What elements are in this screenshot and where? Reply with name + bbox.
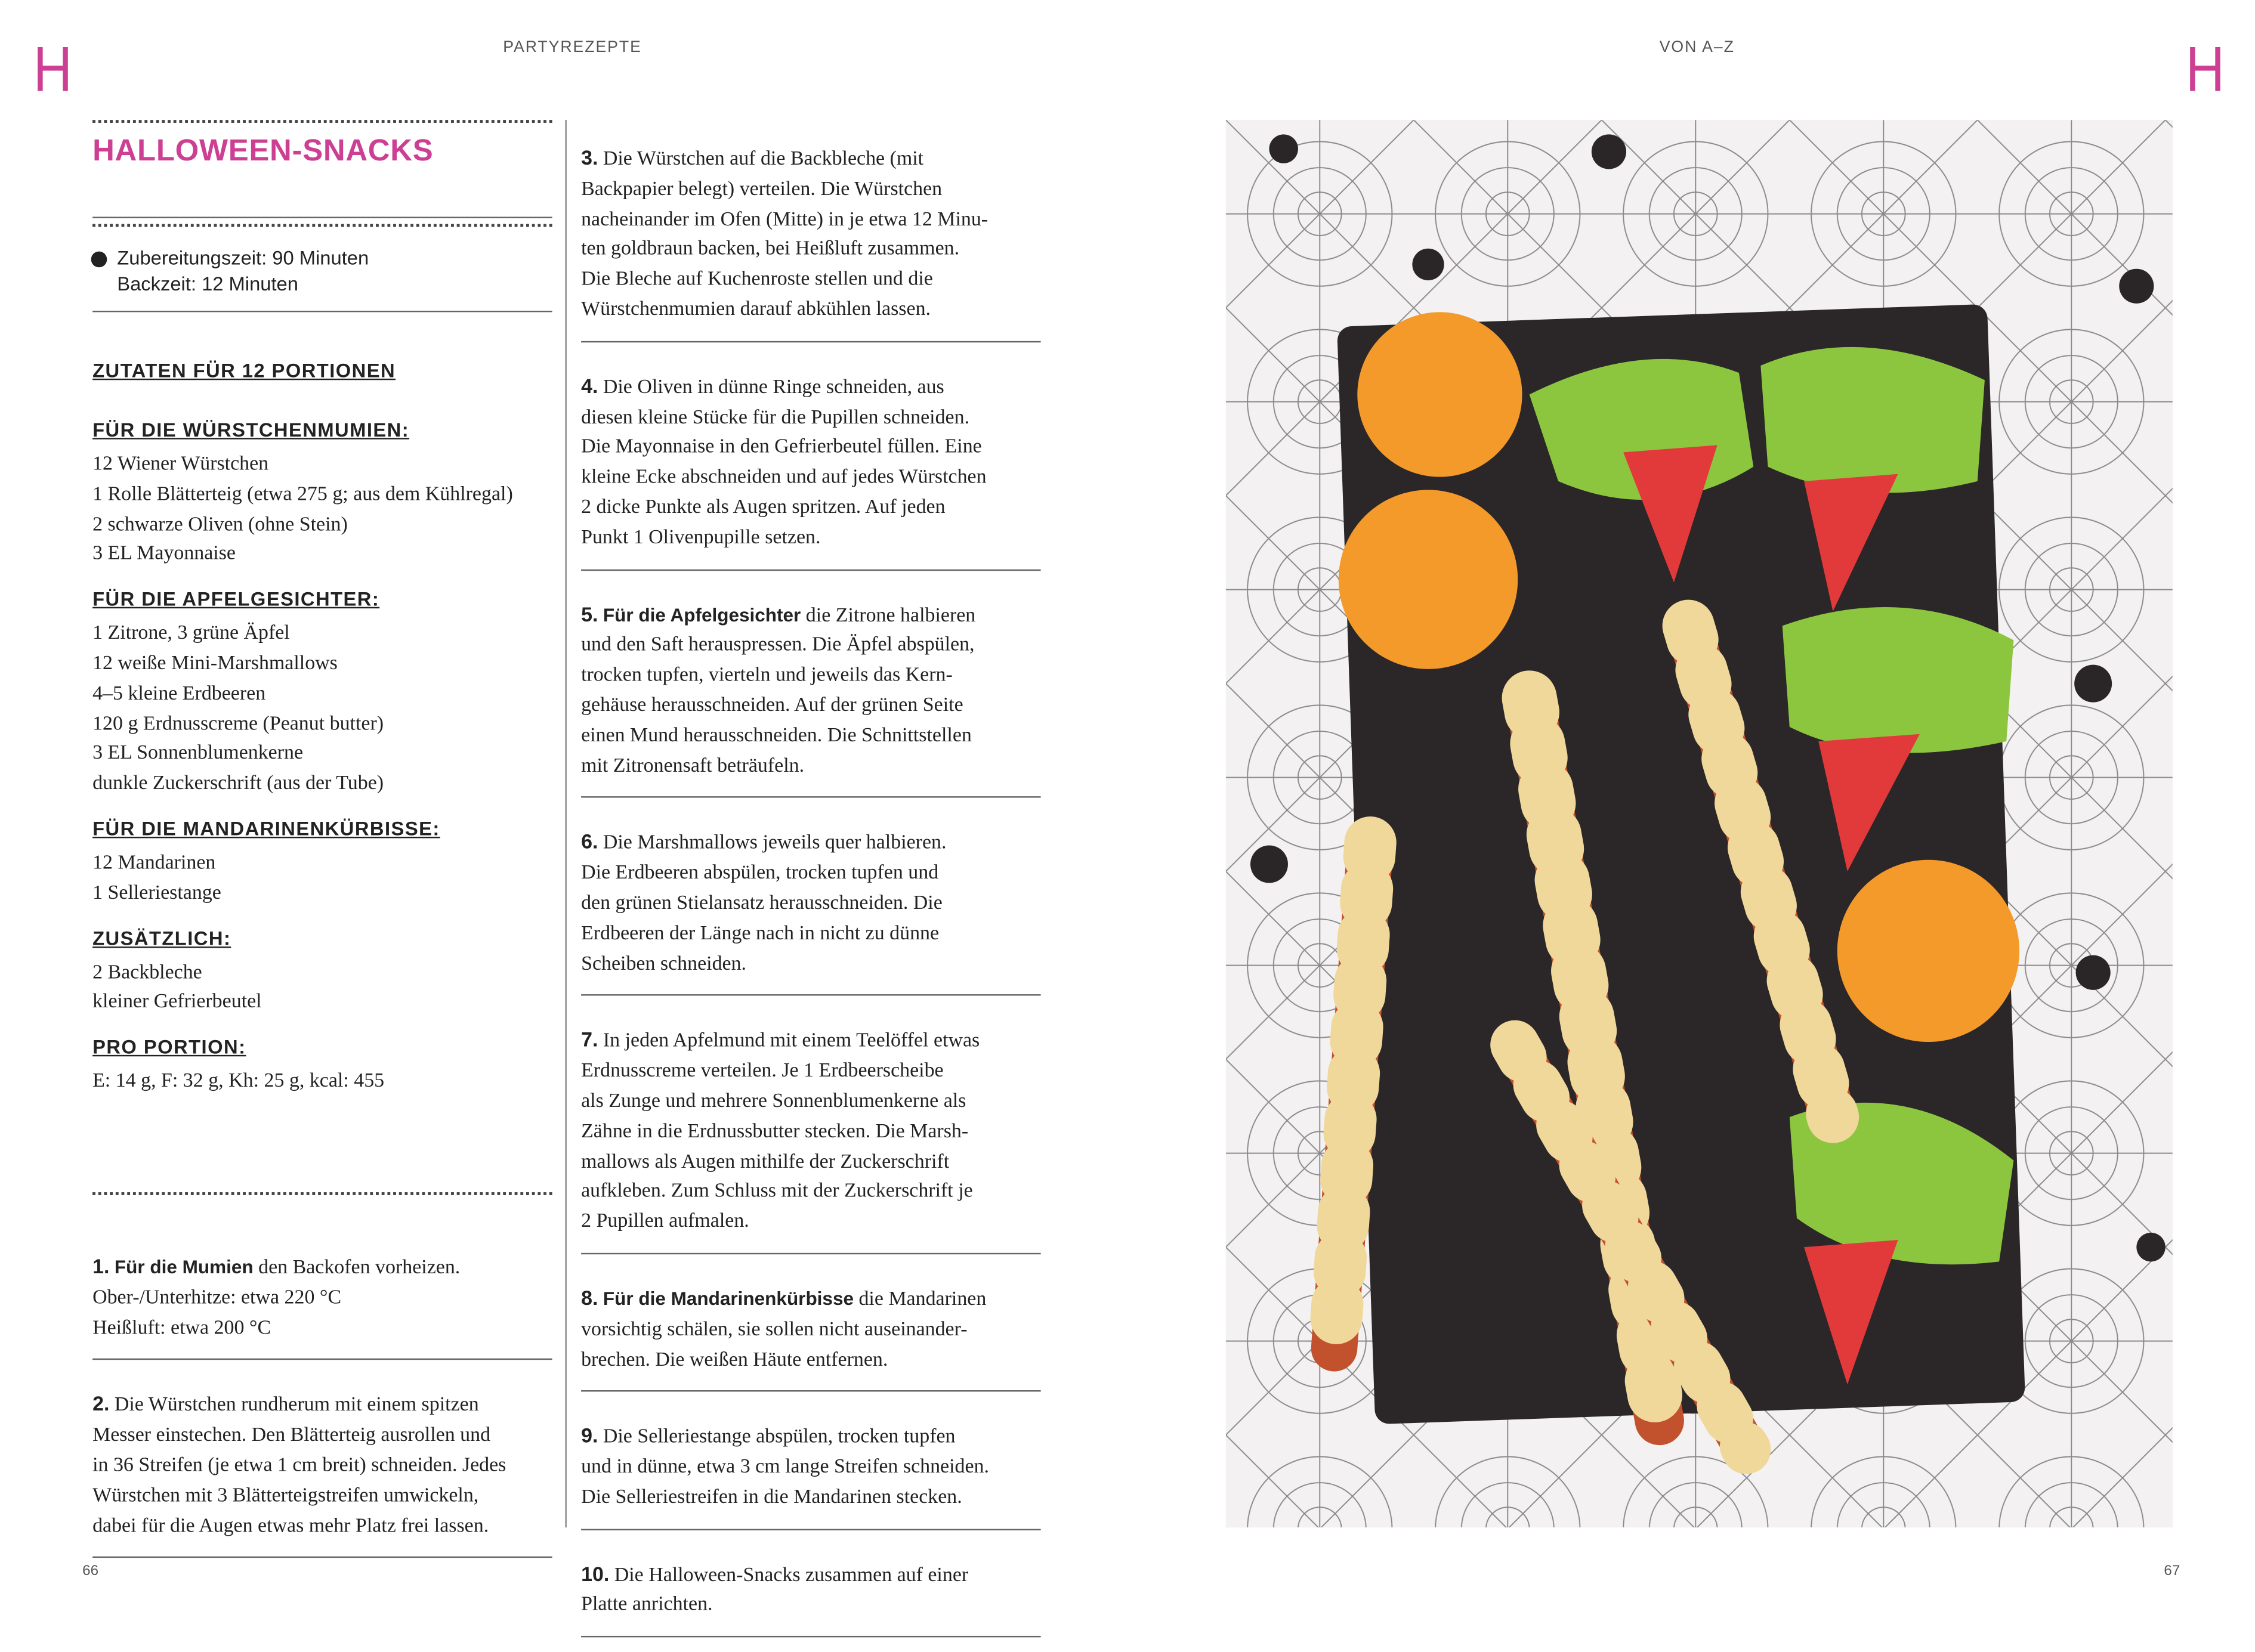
food-photo-illustration xyxy=(1226,120,2173,1527)
step-text: vorsichtig schälen, sie sollen nicht auseinander- xyxy=(581,1319,968,1341)
ingredient-groups xyxy=(92,419,570,1116)
running-head-right: VON A–Z xyxy=(1659,39,1735,57)
ingredient-item: kleiner Gefrierbeutel xyxy=(92,992,262,1014)
step-line xyxy=(581,722,1041,752)
step-text: Die Halloween-Snacks zusammen auf einer xyxy=(609,1564,969,1586)
step-line xyxy=(581,404,1041,434)
step-emphasis: Für die Apfelgesichter xyxy=(603,603,801,626)
ingredient-group-heading: PRO PORTION: xyxy=(92,1036,246,1059)
step-text: kleine Ecke abschneiden und auf jedes Würstchen xyxy=(581,467,987,489)
ingredient-item: 12 weiße Mini-Marshmallows xyxy=(92,653,338,675)
step-number: 9. xyxy=(581,1424,598,1447)
ingredient-list xyxy=(92,451,570,571)
step-line xyxy=(581,1283,1041,1316)
step-line xyxy=(92,1314,552,1344)
ingredient-item: 1 Selleriestange xyxy=(92,882,221,905)
ingredient-item: 2 Backbleche xyxy=(92,961,202,984)
recipe-step xyxy=(581,1269,1041,1392)
recipe-step xyxy=(581,584,1041,798)
step-line xyxy=(92,1422,552,1452)
ingredient-item: 120 g Erdnusscreme (Peanut butter) xyxy=(92,713,384,735)
food-photo xyxy=(1226,120,2173,1527)
step-line xyxy=(581,1316,1041,1346)
step-number: 8. xyxy=(581,1286,598,1310)
step-text: den Backofen vorheizen. xyxy=(253,1257,461,1279)
step-line xyxy=(581,494,1041,524)
running-head-left: PARTYREZEPTE xyxy=(503,39,642,57)
step-text: ten goldbraun backen, bei Heißluft zusammen. xyxy=(581,239,960,261)
step-text: Würstchenmumien darauf abkühlen lassen. xyxy=(581,299,931,321)
step-line xyxy=(581,1346,1041,1376)
step-line xyxy=(581,1208,1041,1238)
ingredient-group-heading: FÜR DIE APFELGESICHTER: xyxy=(92,588,380,611)
step-text: in 36 Streifen (je etwa 1 cm breit) schneiden. Jedes xyxy=(92,1455,506,1477)
recipe-step xyxy=(581,1406,1041,1530)
step-text: Die Oliven in dünne Ringe schneiden, aus xyxy=(598,376,944,399)
recipe-title: HALLOWEEN-SNACKS xyxy=(92,134,434,168)
recipe-step xyxy=(581,1545,1041,1638)
servings-heading: ZUTATEN FÜR 12 PORTIONEN xyxy=(92,360,396,382)
step-line xyxy=(581,632,1041,662)
step-emphasis: Für die Mandarinenkürbisse xyxy=(603,1287,854,1310)
step-line xyxy=(581,662,1041,692)
ingredient-item: 4–5 kleine Erdbeeren xyxy=(92,683,266,705)
step-text: und in dünne, etwa 3 cm lange Streifen schneiden. xyxy=(581,1456,990,1479)
step-text: den grünen Stielansatz herausschneiden. Die xyxy=(581,893,943,915)
step-line xyxy=(581,206,1041,236)
step-line xyxy=(581,236,1041,266)
recipe-step xyxy=(581,129,1041,342)
step-line xyxy=(581,176,1041,206)
ingredient-item: 3 EL Sonnenblumenkerne xyxy=(92,743,304,765)
ingredient-group-heading: ZUSÄTZLICH: xyxy=(92,927,231,949)
recipe-step xyxy=(92,1237,552,1360)
ingredient-list xyxy=(92,1068,570,1098)
ingredient-item: 12 Mandarinen xyxy=(92,852,216,874)
step-text: Die Selleriestange abspülen, trocken tupfen xyxy=(598,1427,956,1449)
ingredient-item: 2 schwarze Oliven (ohne Stein) xyxy=(92,513,348,536)
step-line xyxy=(581,1559,1041,1592)
step-line xyxy=(581,1058,1041,1088)
ingredient-list xyxy=(92,850,570,910)
ingredient-item: E: 14 g, F: 32 g, Kh: 25 g, kcal: 455 xyxy=(92,1071,385,1093)
recipe-step xyxy=(92,1375,552,1558)
step-text: Zähne in die Erdnussbutter stecken. Die Marsh- xyxy=(581,1121,969,1143)
step-line xyxy=(92,1390,552,1422)
step-line xyxy=(581,860,1041,890)
step-number: 1. xyxy=(92,1254,110,1278)
ingredient-item: 1 Zitrone, 3 grüne Äpfel xyxy=(92,623,290,645)
step-line xyxy=(581,464,1041,494)
step-line xyxy=(581,752,1041,782)
step-number: 5. xyxy=(581,602,598,626)
step-line xyxy=(581,950,1041,980)
step-line xyxy=(581,266,1041,296)
ingredient-group-heading: FÜR DIE MANDARINENKÜRBISSE: xyxy=(92,818,440,840)
step-line xyxy=(581,296,1041,326)
step-line xyxy=(581,1178,1041,1208)
step-text: Die Marshmallows jeweils quer halbieren. xyxy=(598,833,947,855)
ingredient-item: 12 Wiener Würstchen xyxy=(92,453,269,476)
step-line xyxy=(581,1025,1041,1058)
step-text: trocken tupfen, vierteln und jeweils das Kern- xyxy=(581,665,953,687)
step-number: 4. xyxy=(581,374,598,397)
ingredient-item: 1 Rolle Blätterteig (etwa 275 g; aus dem Kühlregal) xyxy=(92,484,513,506)
step-text: In jeden Apfelmund mit einem Teelöffel etwas xyxy=(598,1031,980,1053)
divider xyxy=(92,216,552,218)
ingredient-list xyxy=(92,620,570,800)
step-text: Die Würstchen rundherum mit einem spitzen xyxy=(109,1395,479,1417)
recipe-step xyxy=(581,813,1041,997)
page-number-left: 66 xyxy=(82,1563,99,1580)
step-text: Punkt 1 Olivenpupille setzen. xyxy=(581,527,821,549)
step-text: die Mandarinen xyxy=(853,1289,987,1311)
step-text: aufkleben. Zum Schluss mit der Zuckerschrift je xyxy=(581,1181,973,1203)
step-text: 2 dicke Punkte als Augen spritzen. Auf jeden xyxy=(581,497,946,519)
step-line xyxy=(92,1251,552,1284)
step-line xyxy=(581,1118,1041,1148)
column-divider xyxy=(565,120,566,1527)
step-text: Ober-/Unterhitze: etwa 220 °C xyxy=(92,1287,342,1309)
step-text: einen Mund herausschneiden. Die Schnittstellen xyxy=(581,725,972,747)
step-text: gehäuse herausschneiden. Auf der grünen Seite xyxy=(581,695,963,717)
step-text: diesen kleine Stücke für die Pupillen schneiden. xyxy=(581,407,970,429)
step-text: mit Zitronensaft beträufeln. xyxy=(581,755,805,777)
step-number: 10. xyxy=(581,1561,610,1585)
step-line xyxy=(581,890,1041,920)
step-text: 2 Pupillen aufmalen. xyxy=(581,1211,749,1233)
step-text: als Zunge und mehrere Sonnenblumenkerne als xyxy=(581,1091,966,1113)
step-line xyxy=(581,599,1041,632)
step-text: Die Mayonnaise in den Gefrierbeutel füllen. Eine xyxy=(581,437,982,459)
recipe-step xyxy=(581,357,1041,570)
section-letter-left: H xyxy=(33,35,73,106)
clock-icon xyxy=(91,252,107,268)
step-line xyxy=(92,1512,552,1542)
step-text: nacheinander im Ofen (Mitte) in je etwa 12 Minu- xyxy=(581,209,989,231)
step-line xyxy=(92,1483,552,1512)
step-text: die Zitrone halbieren xyxy=(801,605,976,627)
ingredient-item: 3 EL Mayonnaise xyxy=(92,544,236,566)
step-line xyxy=(581,1088,1041,1118)
step-line xyxy=(92,1285,552,1314)
divider xyxy=(92,1192,552,1195)
ingredient-item: dunkle Zuckerschrift (aus der Tube) xyxy=(92,773,384,796)
step-text: Die Erdbeeren abspülen, trocken tupfen und xyxy=(581,862,939,885)
step-line xyxy=(581,1421,1041,1454)
step-line xyxy=(581,434,1041,464)
step-emphasis: Für die Mumien xyxy=(114,1255,254,1278)
step-line xyxy=(581,1484,1041,1514)
step-text: Heißluft: etwa 200 °C xyxy=(92,1317,271,1339)
step-text: Erdnusscreme verteilen. Je 1 Erdbeerscheibe xyxy=(581,1060,944,1083)
step-text: Platte anrichten. xyxy=(581,1594,713,1617)
step-text: Messer einstechen. Den Blätterteig ausrollen und xyxy=(92,1425,491,1447)
step-text: Die Bleche auf Kuchenroste stellen und die xyxy=(581,269,933,291)
step-line xyxy=(581,827,1041,860)
step-line xyxy=(581,371,1041,404)
step-text: Die Würstchen auf die Backbleche (mit xyxy=(598,149,924,171)
step-number: 6. xyxy=(581,830,598,853)
step-number: 2. xyxy=(92,1392,110,1416)
step-text: Backpapier belegt) verteilen. Die Würstchen xyxy=(581,178,943,201)
step-line xyxy=(581,1454,1041,1484)
step-line xyxy=(92,1452,552,1482)
step-line xyxy=(581,920,1041,950)
bake-time: Backzeit: 12 Minuten xyxy=(117,273,298,295)
recipe-step xyxy=(581,1011,1041,1254)
ingredient-group-heading: FÜR DIE WÜRSTCHENMUMIEN: xyxy=(92,419,410,441)
divider xyxy=(92,311,552,312)
step-line xyxy=(581,692,1041,722)
ingredient-list xyxy=(92,959,570,1019)
step-text: Scheiben schneiden. xyxy=(581,953,747,975)
step-text: brechen. Die weißen Häute entfernen. xyxy=(581,1348,888,1371)
prep-time: Zubereitungszeit: 90 Minuten xyxy=(117,247,369,269)
steps-left xyxy=(92,1237,552,1573)
step-text: Würstchen mit 3 Blätterteigstreifen umwickeln, xyxy=(92,1485,479,1507)
step-number: 7. xyxy=(581,1028,598,1051)
step-line xyxy=(581,1148,1041,1178)
page-number-right: 67 xyxy=(2164,1563,2180,1580)
step-text: dabei für die Augen etwas mehr Platz frei lassen. xyxy=(92,1515,489,1537)
step-line xyxy=(581,1592,1041,1622)
divider xyxy=(92,120,552,123)
step-text: mallows als Augen mithilfe der Zuckerschrift xyxy=(581,1151,950,1173)
step-text: Erdbeeren der Länge nach in nicht zu dünne xyxy=(581,923,940,945)
step-line xyxy=(581,524,1041,554)
steps-middle xyxy=(581,129,1041,1652)
step-line xyxy=(581,143,1041,176)
divider xyxy=(92,224,552,227)
step-text: Die Selleriestreifen in die Mandarinen stecken. xyxy=(581,1487,962,1509)
step-number: 3. xyxy=(581,146,598,169)
section-letter-right: H xyxy=(2185,35,2225,106)
step-text: und den Saft herauspressen. Die Äpfel abspülen, xyxy=(581,635,975,657)
